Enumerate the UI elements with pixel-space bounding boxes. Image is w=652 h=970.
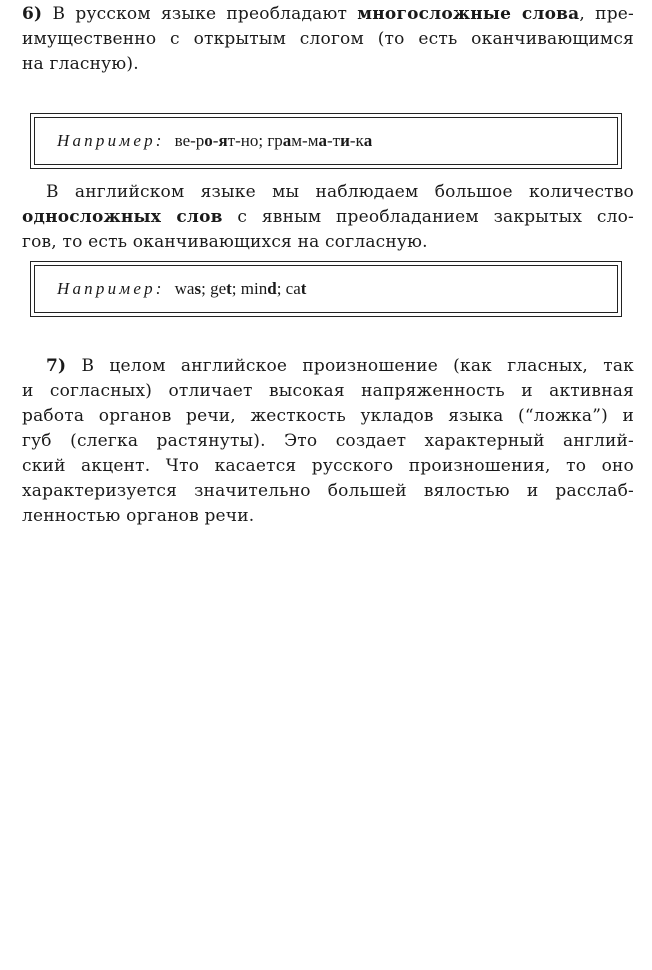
section-7-line-4: губ (слегка растянуты). Это создает характерный англий- [22, 431, 634, 451]
section-7-line-1: 7) В целом английское произношение (как гласных, так [46, 356, 634, 376]
section-6-number: 6) [22, 4, 43, 24]
example-box-english-inner [34, 265, 618, 313]
section-7-paragraph [22, 354, 634, 529]
example-russian-words: ве-ро-ят-но; грам-ма-ти-ка [174, 131, 373, 150]
section-6-paragraph [22, 2, 634, 77]
english-paragraph [22, 180, 634, 255]
section-7-line-5: ский акцент. Что касается русского произношения, то оно [22, 456, 634, 476]
section-6-line-3: на гласную). [22, 54, 139, 74]
example-box-russian [30, 113, 622, 169]
english-line-3: гов, то есть оканчивающихся на согласную. [22, 232, 428, 252]
english-line-1: В английском языке мы наблюдаем большое количество [46, 182, 634, 202]
english-line-2: односложных слов с явным преобладанием закрытых сло- [22, 207, 634, 227]
section-6-line-2: имущественно с открытым слогом (то есть оканчивающимся [22, 29, 634, 49]
example-english-words: was; get; mind; cat [174, 279, 307, 298]
section-7-line-3: работа органов речи, жесткость укладов языка (“ложка”) и [22, 406, 634, 426]
section-7-line-2: и согласных) отличает высокая напряженность и активная [22, 381, 634, 401]
example-label: Например: [57, 279, 165, 298]
section-6-line-1: 6) В русском языке преобладают многосложные слова, пре- [22, 4, 634, 24]
section-7-line-6: характеризуется значительно большей вялостью и расслаб- [22, 481, 634, 501]
bold-term-polysyllabic: многосложные слова [357, 4, 580, 24]
section-7-line-7: ленностью органов речи. [22, 506, 255, 526]
bold-term-monosyllabic: односложных слов [22, 207, 223, 227]
example-box-russian-inner [34, 117, 618, 165]
section-7-number: 7) [46, 356, 67, 376]
example-box-english [30, 261, 622, 317]
example-label: Например: [57, 131, 165, 150]
